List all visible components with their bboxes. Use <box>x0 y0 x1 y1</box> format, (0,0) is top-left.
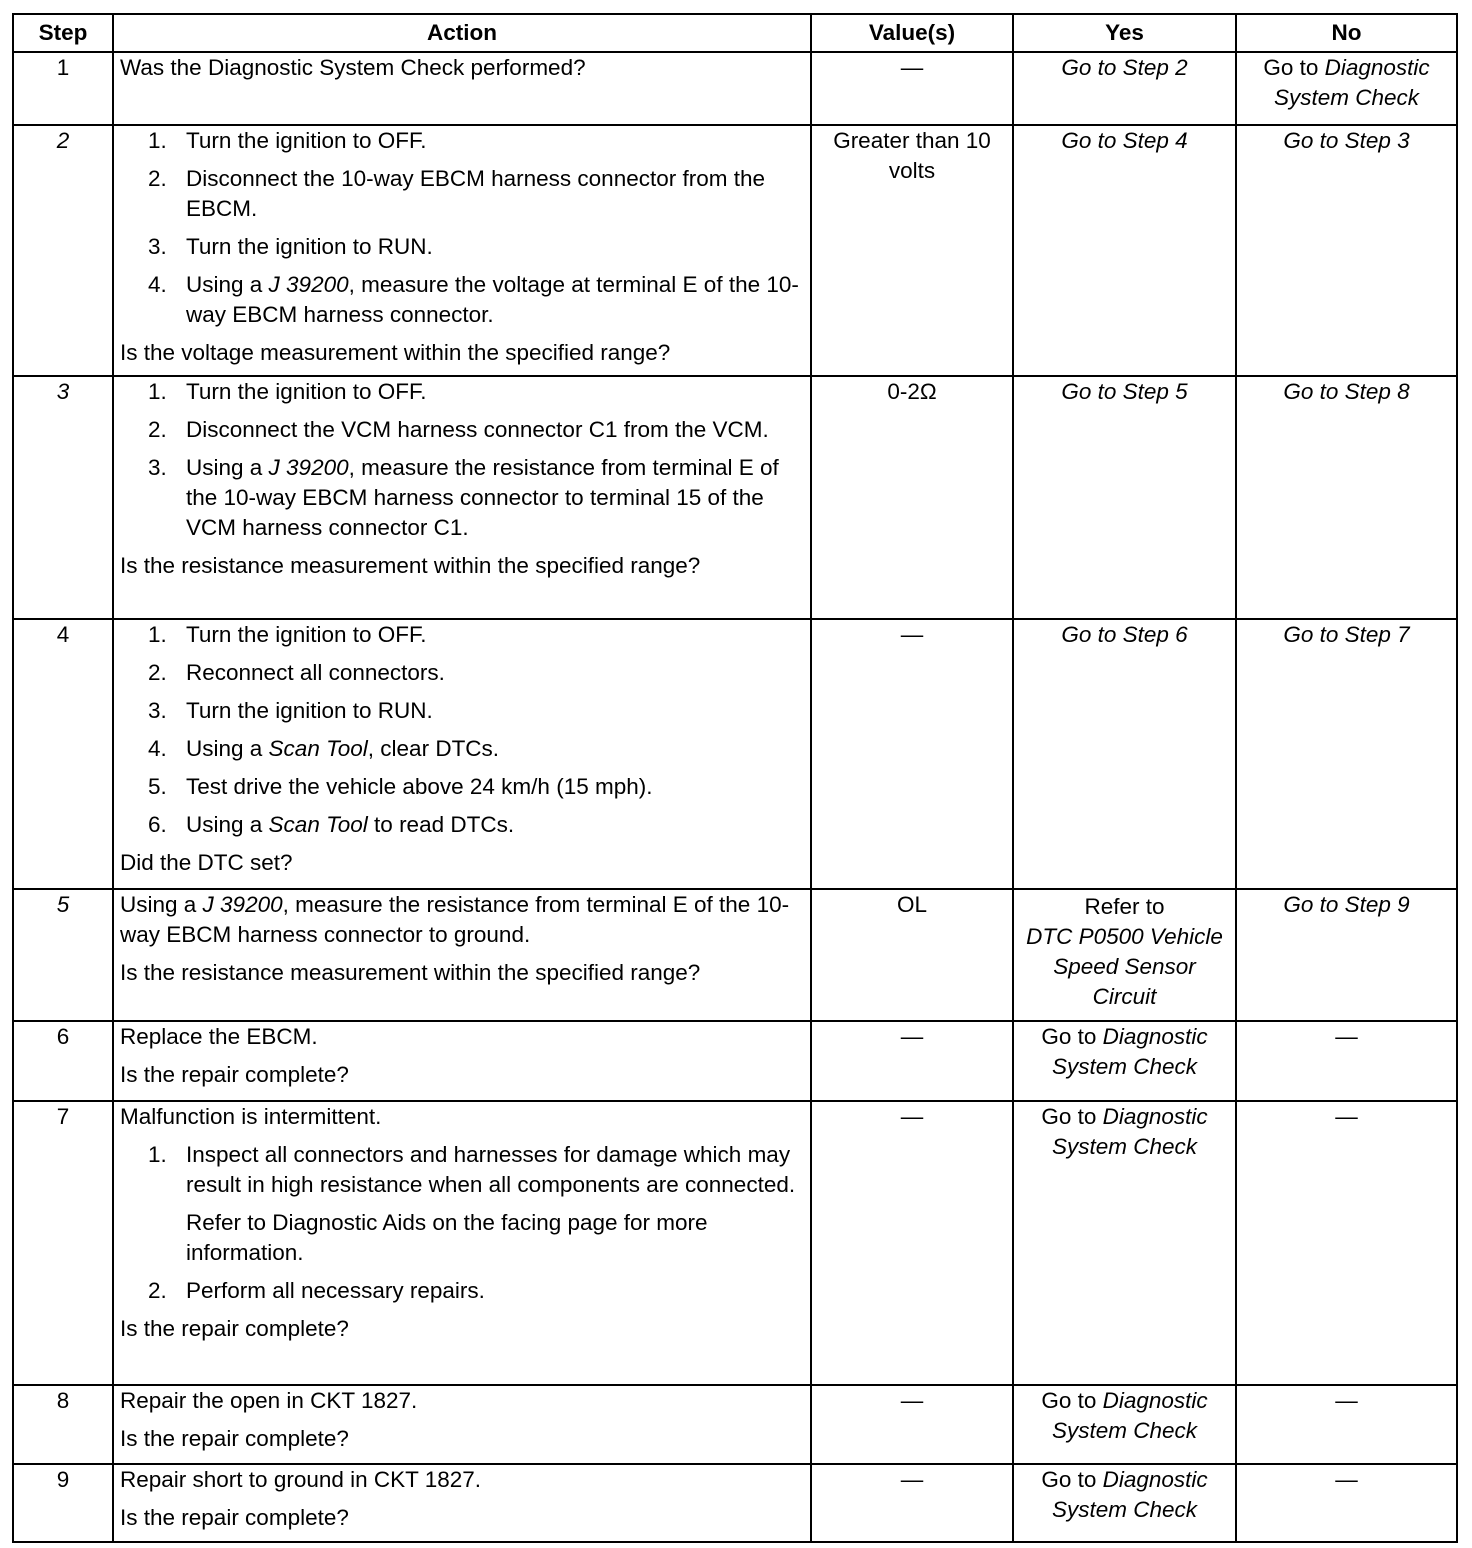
action-intro: Malfunction is intermittent. <box>120 1104 382 1129</box>
no-cell: — <box>1236 1385 1457 1464</box>
no-link[interactable]: Go to Step 3 <box>1236 125 1457 376</box>
action-list <box>120 377 804 543</box>
yes-link[interactable]: Diagnostic System Check <box>1051 1104 1208 1159</box>
value-cell: — <box>811 619 1013 889</box>
list-item: 3. Turn the ignition to RUN. <box>148 698 433 723</box>
action-list <box>120 620 804 840</box>
table-row <box>13 52 1457 125</box>
step-number: 7 <box>13 1101 113 1385</box>
value-cell: Greater than 10 volts <box>811 125 1013 376</box>
tool-name: Scan Tool <box>268 812 368 837</box>
action-cell <box>113 1464 811 1542</box>
yes-link[interactable]: DTC P0500 Vehicle Speed Sensor Circuit <box>1026 924 1223 1009</box>
table-row <box>13 1464 1457 1542</box>
value-cell: — <box>811 1464 1013 1542</box>
table-row <box>13 125 1457 376</box>
header-no: No <box>1236 14 1457 52</box>
table-row <box>13 619 1457 889</box>
action-list <box>120 1276 804 1306</box>
yes-prefix: Go to <box>1041 1388 1103 1413</box>
yes-prefix: Refer to <box>1084 894 1165 919</box>
no-cell[interactable] <box>1236 52 1457 125</box>
yes-link[interactable]: Diagnostic System Check <box>1051 1388 1208 1443</box>
yes-prefix: Go to <box>1041 1467 1103 1492</box>
yes-cell[interactable] <box>1013 1101 1236 1385</box>
yes-cell[interactable] <box>1013 1385 1236 1464</box>
list-item: 1. Turn the ignition to OFF. <box>148 128 427 153</box>
question-text: Was the Diagnostic System Check performed? <box>120 55 586 80</box>
list-item: 1. Turn the ignition to OFF. <box>148 622 427 647</box>
header-yes: Yes <box>1013 14 1236 52</box>
list-item: 3. Using a J 39200, measure the resistance from terminal E of the 10-way EBCM harness connector to terminal 15 of the VCM harness connector C1. <box>148 455 779 540</box>
step-number: 9 <box>13 1464 113 1542</box>
action-text: Repair the open in CKT 1827. <box>120 1388 418 1413</box>
list-item: 2. Disconnect the 10-way EBCM harness connector from the EBCM. <box>148 166 766 221</box>
step-number: 5 <box>13 889 113 1021</box>
table-row <box>13 889 1457 1021</box>
action-cell <box>113 1021 811 1101</box>
table-row <box>13 376 1457 619</box>
header-step: Step <box>13 14 113 52</box>
yes-link[interactable]: Diagnostic System Check <box>1051 1467 1208 1522</box>
yes-link[interactable]: Go to Step 5 <box>1013 376 1236 619</box>
action-cell <box>113 52 811 125</box>
list-item: 1. Inspect all connectors and harnesses for damage which may result in high resistance when all components are connected. <box>148 1142 796 1197</box>
value-cell: 0-2Ω <box>811 376 1013 619</box>
value-cell: OL <box>811 889 1013 1021</box>
action-cell <box>113 1385 811 1464</box>
action-list <box>120 126 804 330</box>
list-item: 1. Turn the ignition to OFF. <box>148 379 427 404</box>
tool-name: J 39200 <box>268 455 349 480</box>
action-cell <box>113 1101 811 1385</box>
yes-link[interactable]: Go to Step 2 <box>1013 52 1236 125</box>
question-text: Is the repair complete? <box>120 1316 349 1341</box>
header-values: Value(s) <box>811 14 1013 52</box>
header-row <box>13 14 1457 52</box>
action-cell <box>113 619 811 889</box>
no-prefix: Go to <box>1263 55 1325 80</box>
no-link[interactable]: Go to Step 9 <box>1236 889 1457 1021</box>
yes-link[interactable]: Go to Step 6 <box>1013 619 1236 889</box>
table-row <box>13 1021 1457 1101</box>
list-item: 4. Using a Scan Tool, clear DTCs. <box>148 736 500 761</box>
value-cell: — <box>811 1021 1013 1101</box>
action-cell <box>113 889 811 1021</box>
question-text: Did the DTC set? <box>120 850 293 875</box>
list-item: 3. Turn the ignition to RUN. <box>148 234 433 259</box>
yes-prefix: Go to <box>1041 1024 1103 1049</box>
question-text: Is the resistance measurement within the specified range? <box>120 960 701 985</box>
no-cell: — <box>1236 1021 1457 1101</box>
list-item: 2. Perform all necessary repairs. <box>148 1278 485 1303</box>
step-number: 2 <box>13 125 113 376</box>
yes-prefix: Go to <box>1041 1104 1103 1129</box>
question-text: Is the repair complete? <box>120 1062 349 1087</box>
action-text: Using a J 39200, measure the resistance from terminal E of the 10-way EBCM harness connector to ground. <box>120 892 790 947</box>
step-number: 4 <box>13 619 113 889</box>
yes-cell[interactable] <box>1013 889 1236 1021</box>
step-number: 3 <box>13 376 113 619</box>
step-number: 6 <box>13 1021 113 1101</box>
value-cell: — <box>811 1101 1013 1385</box>
list-item: 4. Using a J 39200, measure the voltage at terminal E of the 10-way EBCM harness connector. <box>148 272 799 327</box>
sub-note: Refer to Diagnostic Aids on the facing page for more information. <box>186 1210 708 1265</box>
question-text: Is the resistance measurement within the specified range? <box>120 553 701 578</box>
diagnostic-table <box>12 13 1458 1543</box>
no-link[interactable]: Go to Step 7 <box>1236 619 1457 889</box>
list-item: 2. Disconnect the VCM harness connector C1 from the VCM. <box>148 417 769 442</box>
step-number: 1 <box>13 52 113 125</box>
yes-cell[interactable] <box>1013 1464 1236 1542</box>
question-text: Is the voltage measurement within the specified range? <box>120 340 671 365</box>
tool-name: J 39200 <box>268 272 349 297</box>
action-text: Repair short to ground in CKT 1827. <box>120 1467 482 1492</box>
yes-link[interactable]: Diagnostic System Check <box>1051 1024 1208 1079</box>
tool-name: J 39200 <box>202 892 283 917</box>
step-number: 8 <box>13 1385 113 1464</box>
value-cell: — <box>811 52 1013 125</box>
action-cell <box>113 376 811 619</box>
action-cell <box>113 125 811 376</box>
no-link[interactable]: Diagnostic System Check <box>1273 55 1430 110</box>
header-action: Action <box>113 14 811 52</box>
no-link[interactable]: Go to Step 8 <box>1236 376 1457 619</box>
question-text: Is the repair complete? <box>120 1426 349 1451</box>
yes-link[interactable]: Go to Step 4 <box>1013 125 1236 376</box>
table-row <box>13 1385 1457 1464</box>
no-cell: — <box>1236 1464 1457 1542</box>
list-item: 2. Reconnect all connectors. <box>148 660 445 685</box>
question-text: Is the repair complete? <box>120 1505 349 1530</box>
action-list <box>120 1140 804 1200</box>
table-row <box>13 1101 1457 1385</box>
action-text: Replace the EBCM. <box>120 1024 318 1049</box>
list-item: 6. Using a Scan Tool to read DTCs. <box>148 812 515 837</box>
list-item: 5. Test drive the vehicle above 24 km/h (15 mph). <box>148 774 653 799</box>
tool-name: Scan Tool <box>268 736 368 761</box>
no-cell: — <box>1236 1101 1457 1385</box>
value-cell: — <box>811 1385 1013 1464</box>
yes-cell[interactable] <box>1013 1021 1236 1101</box>
